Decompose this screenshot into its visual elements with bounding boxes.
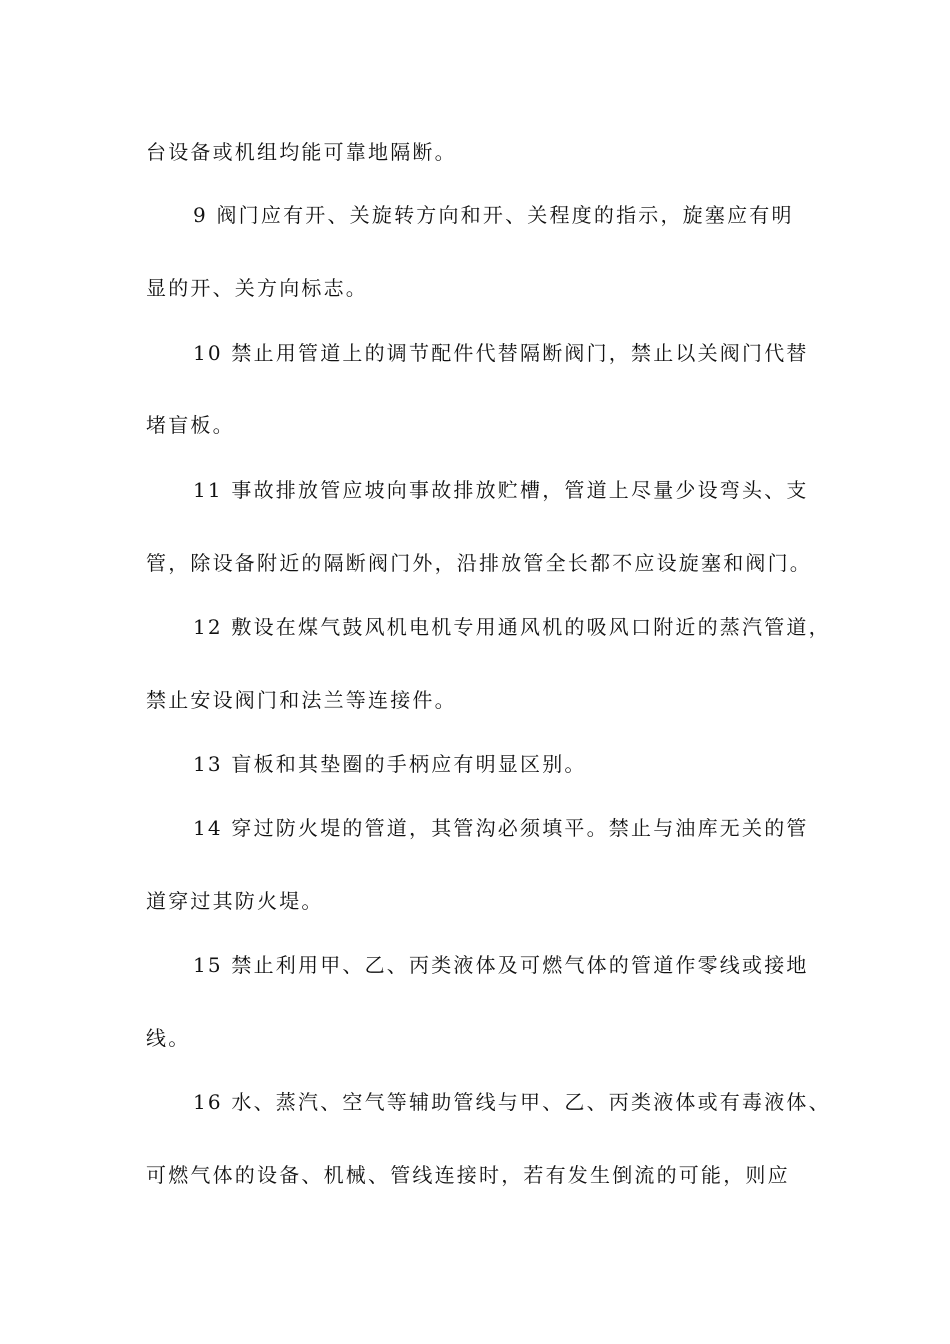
text-line: 12 敷设在煤气鼓风机电机专用通风机的吸风口附近的蒸汽管道，: [193, 615, 831, 639]
text-line: 16 水、蒸汽、空气等辅助管线与甲、乙、丙类液体或有毒液体、: [193, 1090, 831, 1114]
text-line: 14 穿过防火堤的管道，其管沟必须填平。禁止与油库无关的管: [193, 816, 809, 840]
text-line: 10 禁止用管道上的调节配件代替隔断阀门，禁止以关阀门代替: [193, 341, 809, 365]
text-line: 11 事故排放管应坡向事故排放贮槽，管道上尽量少设弯头、支: [193, 478, 809, 502]
text-line: 禁止安设阀门和法兰等连接件。: [146, 688, 457, 712]
text-line: 可燃气体的设备、机械、管线连接时，若有发生倒流的可能，则应: [146, 1163, 790, 1187]
text-line: 15 禁止利用甲、乙、丙类液体及可燃气体的管道作零线或接地: [193, 953, 809, 977]
text-line: 9 阀门应有开、关旋转方向和开、关程度的指示，旋塞应有明: [193, 203, 794, 227]
text-line: 显的开、关方向标志。: [146, 276, 368, 300]
text-line: 线。: [146, 1026, 191, 1050]
text-line: 堵盲板。: [146, 413, 235, 437]
text-line: 管，除设备附近的隔断阀门外，沿排放管全长都不应设旋塞和阀门。: [146, 551, 812, 575]
text-line: 道穿过其防火堤。: [146, 889, 324, 913]
text-line: 13 盲板和其垫圈的手柄应有明显区别。: [193, 752, 587, 776]
text-line: 台设备或机组均能可靠地隔断。: [146, 140, 457, 164]
